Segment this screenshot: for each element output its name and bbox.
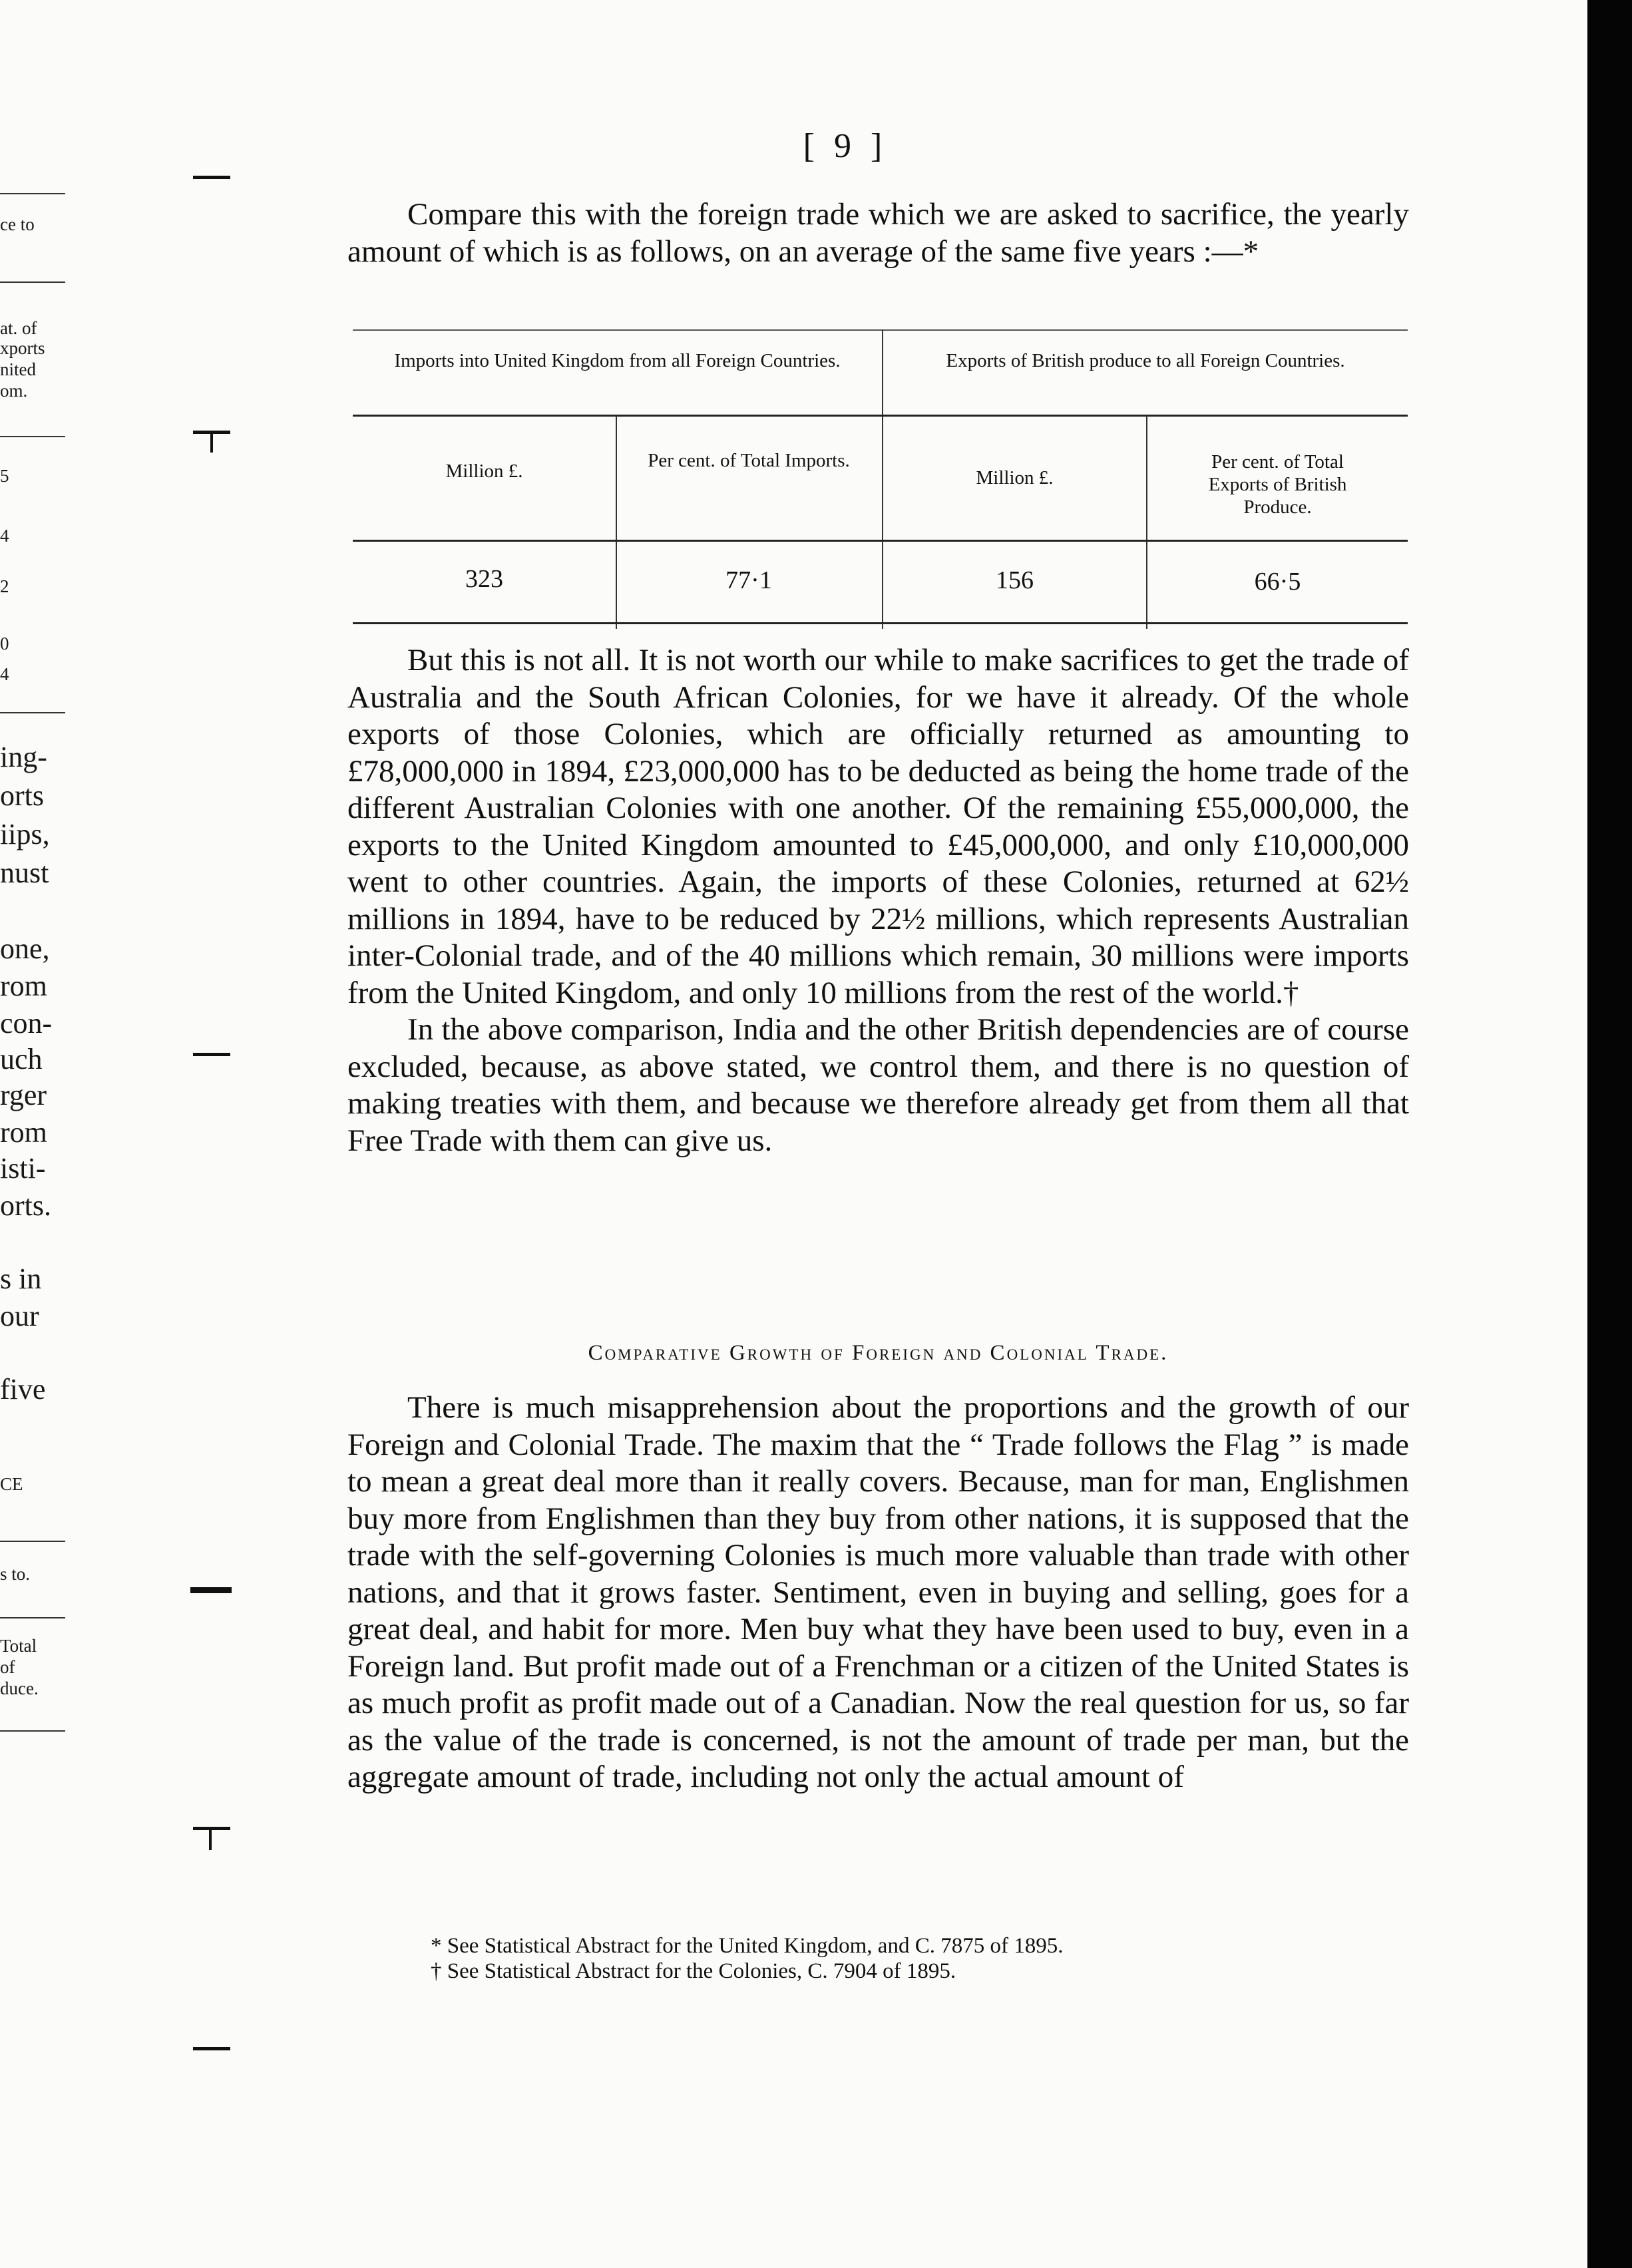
exports-header: Exports of British produce to all Foreign Countries. [946, 350, 1345, 371]
column-header: Per cent. of Total Exports of British Produce. [1208, 451, 1347, 518]
fragment-text: 2 [0, 576, 9, 596]
table-rule [353, 415, 1408, 417]
fragment-text: 0 [0, 634, 9, 654]
fragment-text: at. of [0, 318, 37, 338]
fragment-text: 4 [0, 664, 9, 684]
fragment-text: 4 [0, 526, 9, 546]
trade-table [353, 329, 1408, 629]
fragment-text: 5 [0, 466, 9, 486]
fragment-text: s in [0, 1262, 42, 1295]
section-heading [347, 1341, 1409, 1366]
footnotes [347, 1933, 1409, 1984]
fragment-text: our [0, 1300, 39, 1332]
table-cell: 66·5 [1254, 568, 1301, 596]
gutter-mark [193, 1053, 230, 1056]
table-cell: 156 [996, 566, 1034, 594]
fragment-text: nited [0, 359, 36, 379]
fragment-text: isti- [0, 1152, 46, 1185]
intro-block [347, 196, 1409, 270]
footnote: * See Statistical Abstract for the United Kingdom, and C. 7875 of 1895. [431, 1934, 1064, 1958]
fragment-text: con- [0, 1007, 53, 1040]
fragment-rule [0, 1541, 65, 1542]
fragment-text: Total [0, 1636, 37, 1656]
body-text [347, 642, 1409, 1159]
fragment-text: five [0, 1373, 46, 1406]
column-header: Per cent. of Total Imports. [648, 450, 850, 471]
table-rule [353, 540, 1408, 542]
gutter-mark [193, 1827, 230, 1830]
intro-paragraph: Compare this with the foreign trade which we are asked to sacrifice, the yearly amount of which is as follows, on an average of the same five years :—* [347, 197, 1409, 269]
fragment-text: ing- [0, 741, 47, 773]
page-number: [ 9 ] [803, 127, 888, 165]
fragment-text: xports [0, 338, 45, 358]
fragment-text: s to. [0, 1564, 31, 1584]
facing-page-fragment [0, 0, 67, 2268]
paragraph-trade-follows-flag: There is much misapprehension about the proportions and the growth of our Foreign and Colonial Trade. The maxim that the “ Trade follows the Flag ” is made to mean a great deal more than it really covers. Because, man for man, Englishmen buy more from Englishmen than they buy from other nations, it is supposed that the trade with the self-governing Colonies is much more valuable than trade with other nations, and that it grows faster. Sentiment, even in buying and selling, goes for a great deal, and habit for more. Men buy what they have been used to buy, even in a Foreign land. But profit made out of a Frenchman or a citizen of the United States is as much profit as profit made out of a Canadian. Now the real question for us, so far as the value of the trade is concerned, is not the amount of trade per man, but the aggregate amount of trade, including not only the actual amount of [347, 1390, 1409, 1794]
table-rule [353, 329, 1408, 331]
fragment-rule [0, 712, 65, 713]
fragment-text: ce to [0, 214, 35, 234]
fragment-rule [0, 1617, 65, 1618]
table-divider [616, 416, 617, 629]
section-body [347, 1390, 1409, 1796]
fragment-rule [0, 282, 65, 283]
gutter-mark [193, 176, 230, 179]
gutter-mark [210, 433, 213, 453]
fragment-rule [0, 436, 65, 437]
column-header: Million £. [976, 467, 1054, 488]
fragment-text: CE [0, 1474, 23, 1494]
table-rule [353, 622, 1408, 624]
fragment-text: rger [0, 1079, 47, 1111]
paragraph-india-dependencies: In the above comparison, India and the other British dependencies are of course excluded, because, as above stated, we control them, and there is no question of making treaties with them, and because we therefore already get from them all that Free Trade with them can give us. [347, 1012, 1409, 1158]
gutter-mark [193, 2047, 230, 2050]
fragment-text: one, [0, 932, 50, 965]
fragment-text: uch [0, 1043, 43, 1075]
gutter-mark [209, 1827, 212, 1850]
footnote: † See Statistical Abstract for the Colonies, C. 7904 of 1895. [431, 1959, 956, 1983]
fragment-text: rom [0, 1116, 47, 1149]
column-header: Million £. [445, 461, 523, 482]
table-cell: 77·1 [725, 566, 772, 594]
section-heading-text: Comparative Growth of Foreign and Colonial Trade. [588, 1341, 1169, 1365]
fragment-text: nust [0, 856, 49, 889]
fragment-text: iips, [0, 818, 50, 850]
scan-border [1587, 0, 1632, 2268]
paragraph-colonial-trade: But this is not all. It is not worth our while to make sacrifices to get the trade of Australia and the South African Colonies, for we have it already. Of the whole exports of those Colonies, which are officially returned as amounting to £78,000,000 in 1894, £23,000,000 has to be deducted as being the home trade of the different Australian Colonies with one another. Of the remaining £55,000,000, the exports to the United Kingdom amounted to £45,000,000, and only £10,000,000 went to other countries. Again, the imports of these Colonies, returned at 62½ millions in 1894, have to be reduced by 22½ millions, which represents Australian inter-Colonial trade, and of the 40 millions which remain, 30 millions were imports from the United Kingdom, and only 10 millions from the rest of the world.† [347, 643, 1409, 1010]
fragment-text: orts [0, 779, 44, 812]
table-cell: 323 [465, 565, 503, 593]
gutter-mark [190, 1587, 232, 1593]
fragment-rule [0, 193, 65, 194]
imports-header: Imports into United Kingdom from all Foreign Countries. [394, 350, 841, 371]
fragment-rule [0, 1730, 65, 1732]
fragment-text: rom [0, 970, 47, 1002]
table-divider [1146, 416, 1147, 629]
fragment-text: duce. [0, 1678, 39, 1698]
fragment-text: om. [0, 381, 28, 401]
fragment-text: orts. [0, 1189, 51, 1222]
fragment-text: of [0, 1657, 15, 1677]
